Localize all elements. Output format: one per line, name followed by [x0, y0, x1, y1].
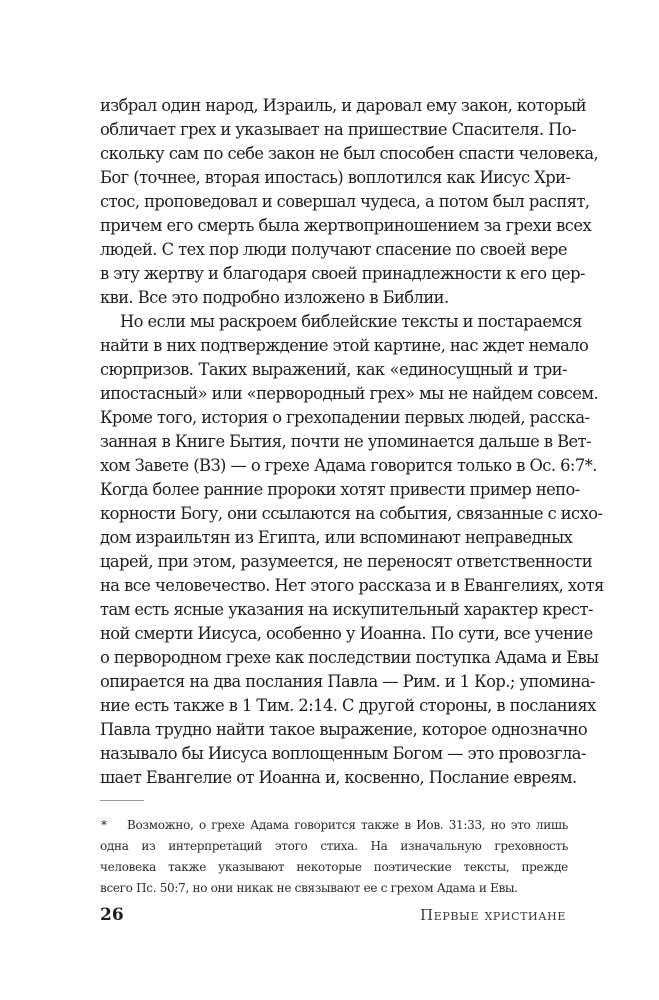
text-line: занная в Книге Бытия, почти не упоминается дальше в Вет- [100, 432, 591, 451]
running-head: Первые христиане [420, 906, 566, 924]
text-line: ние есть также в 1 Тим. 2:14. С другой стороны, в посланиях [100, 696, 596, 715]
footnote-line: одна из интерпретаций этого стиха. На изначальную греховность [100, 839, 568, 853]
footnote-line: Возможно, о грехе Адама говорится также в Иов. 31:33, но это лишь [127, 818, 568, 832]
text-line: сюрпризов. Таких выражений, как «единосущный и три- [100, 360, 567, 379]
text-line: в эту жертву и благодаря своей принадлежности к его цер- [100, 264, 585, 283]
footnote-line: всего Пс. 50:7, но они никак не связывают ее с грехом Адама и Евы. [100, 881, 518, 895]
text-line: корности Богу, они ссылаются на события, связанные с исхо- [100, 504, 603, 523]
text-line: скольку сам по себе закон не был способен спасти человека, [100, 144, 599, 163]
text-line: причем его смерть была жертвоприношением за грехи всех [100, 216, 592, 235]
page-number: 26 [100, 905, 124, 925]
text-line: обличает грех и указывает на пришествие Спасителя. По- [100, 120, 577, 139]
text-line: о первородном грехе как последствии поступка Адама и Евы [100, 648, 599, 667]
text-line: Кроме того, история о грехопадении первых людей, расска- [100, 408, 590, 427]
text-line: называло бы Иисуса воплощенным Богом — это провозгла- [100, 744, 586, 763]
text-line: дом израильтян из Египта, или вспоминают неправедных [100, 528, 573, 547]
text-line: найти в них подтверждение этой картине, нас ждет немало [100, 336, 589, 355]
text-line: ной смерти Иисуса, особенно у Иоанна. По сути, все учение [100, 624, 593, 643]
text-line: людей. С тех пор люди получают спасение по своей вере [100, 240, 567, 259]
text-line: Но если мы раскроем библейские тексты и постараемся [120, 312, 582, 331]
text-line: шает Евангелие от Иоанна и, косвенно, Послание евреям. [100, 768, 577, 787]
text-line: Когда более ранние пророки хотят привести пример непо- [100, 480, 580, 499]
footnote-line: человека также указывают некоторые поэтические тексты, прежде [100, 860, 568, 874]
text-line: Павла трудно найти такое выражение, которое однозначно [100, 720, 588, 739]
text-line: ипостасный» или «первородный грех» мы не найдем совсем. [100, 384, 599, 403]
text-line: опирается на два послания Павла — Рим. и 1 Кор.; упомина- [100, 672, 595, 691]
footnote-rule [100, 800, 144, 801]
text-line: кви. Все это подробно изложено в Библии. [100, 288, 449, 307]
text-line: там есть ясные указания на искупительный характер крест- [100, 600, 593, 619]
footnote-mark: * [101, 818, 107, 832]
text-line: Бог (точнее, вторая ипостась) воплотился как Иисус Хри- [100, 168, 571, 187]
text-line: царей, при этом, разумеется, не переносят ответственности [100, 552, 593, 571]
text-line: избрал один народ, Израиль, и даровал ему закон, который [100, 96, 587, 115]
text-line: стос, проповедовал и совершал чудеса, а потом был распят, [100, 192, 590, 211]
text-line: на все человечество. Нет этого рассказа и в Евангелиях, хотя [100, 576, 604, 595]
text-line: хом Завете (ВЗ) — о грехе Адама говорится только в Ос. 6:7*. [100, 456, 597, 475]
